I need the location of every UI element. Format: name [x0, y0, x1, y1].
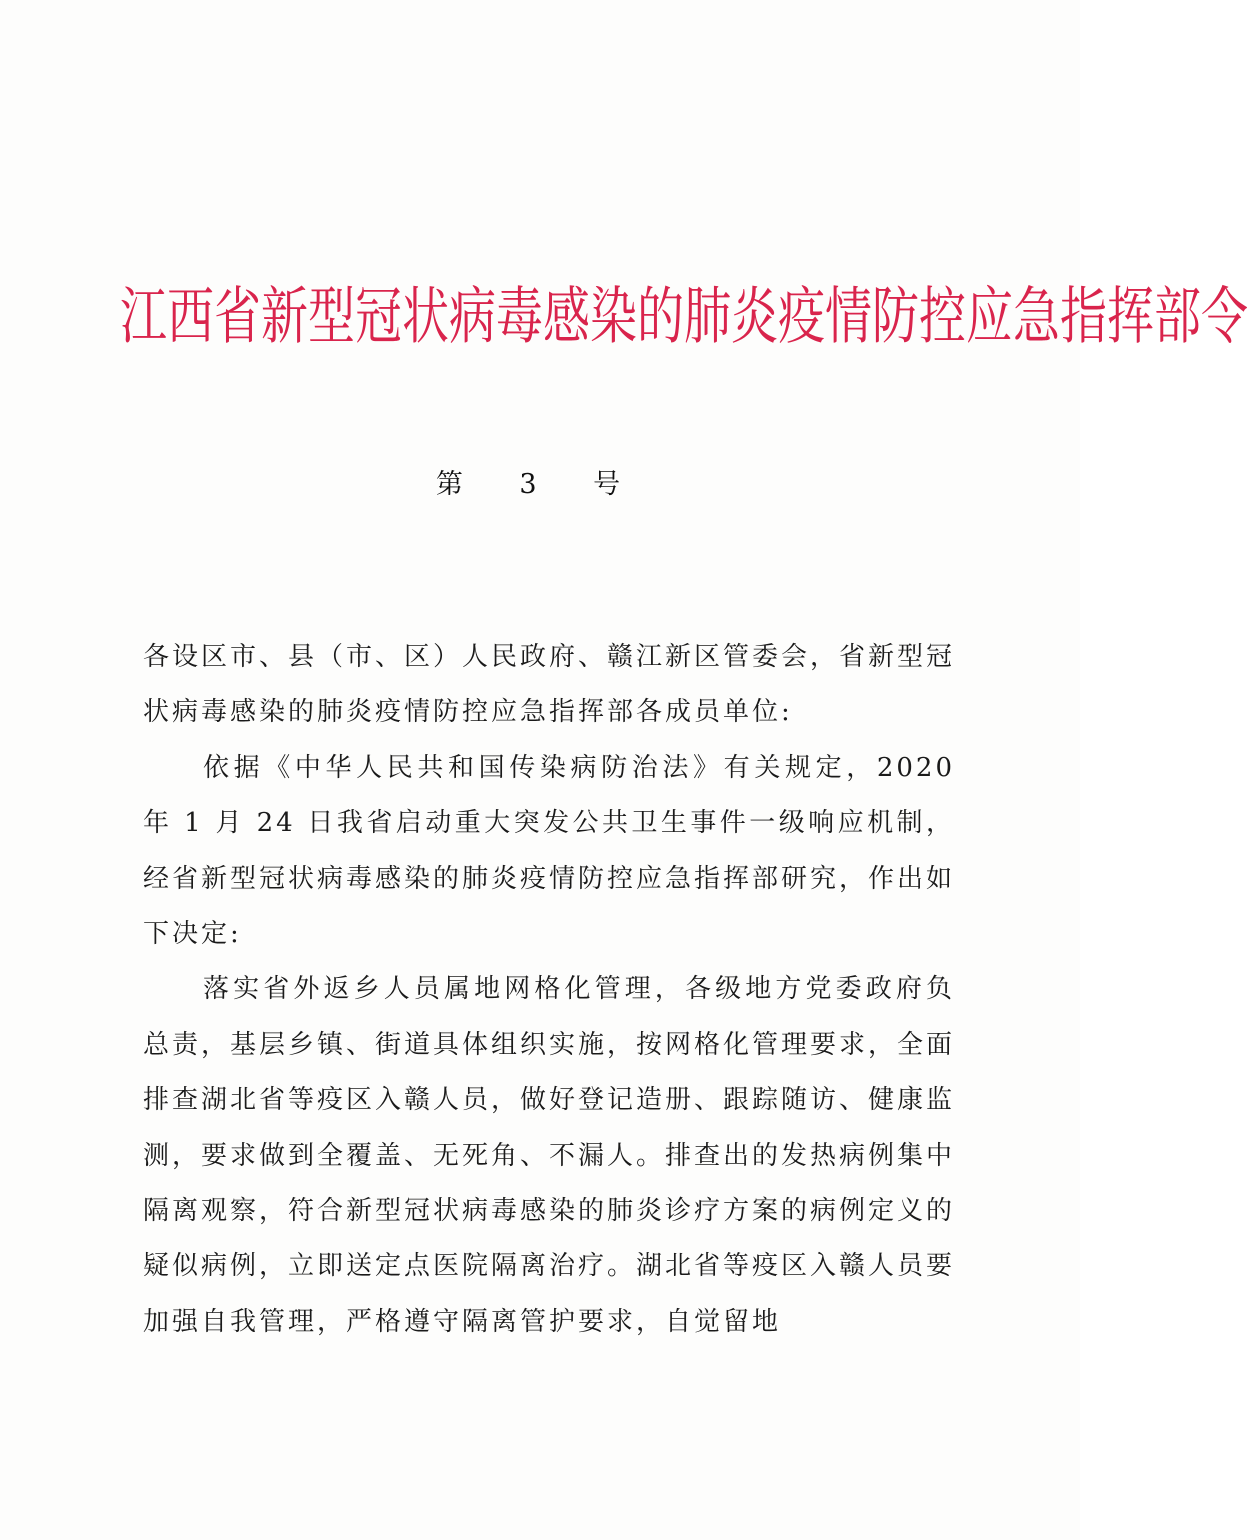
document-number: 第 3 号	[435, 469, 645, 500]
paragraph-2: 落实省外返乡人员属地网格化管理，各级地方党委政府负总责，基层乡镇、街道具体组织实施，按网格化管理要求，全面排查湖北省等疫区入赣人员，做好登记造册、跟踪随访、健康监测，要求做到全覆盖、无死角、不漏人。排查出的发热病例集中隔离观察，符合新型冠状病毒感染的肺炎诊疗方案的病例定义的疑似病例，立即送定点医院隔离治疗。湖北省等疫区入赣人员要加强自我管理，严格遵守隔离管护要求，自觉留地	[143, 974, 956, 1337]
paragraph-1: 依据《中华人民共和国传染病防治法》有关规定，2020 年 1 月 24 日我省启动重大突发公共卫生事件一级响应机制，经省新型冠状病毒感染的肺炎疫情防控应急指挥部研究，作出如下决定:	[143, 752, 956, 950]
addressee: 各设区市、县（市、区）人民政府、赣江新区管委会，省新型冠状病毒感染的肺炎疫情防控应急指挥部各成员单位:	[143, 642, 956, 728]
document-body	[143, 630, 955, 1350]
document-title: 江西省新型冠状病毒感染的肺炎疫情防控应急指挥部令	[120, 280, 1248, 354]
